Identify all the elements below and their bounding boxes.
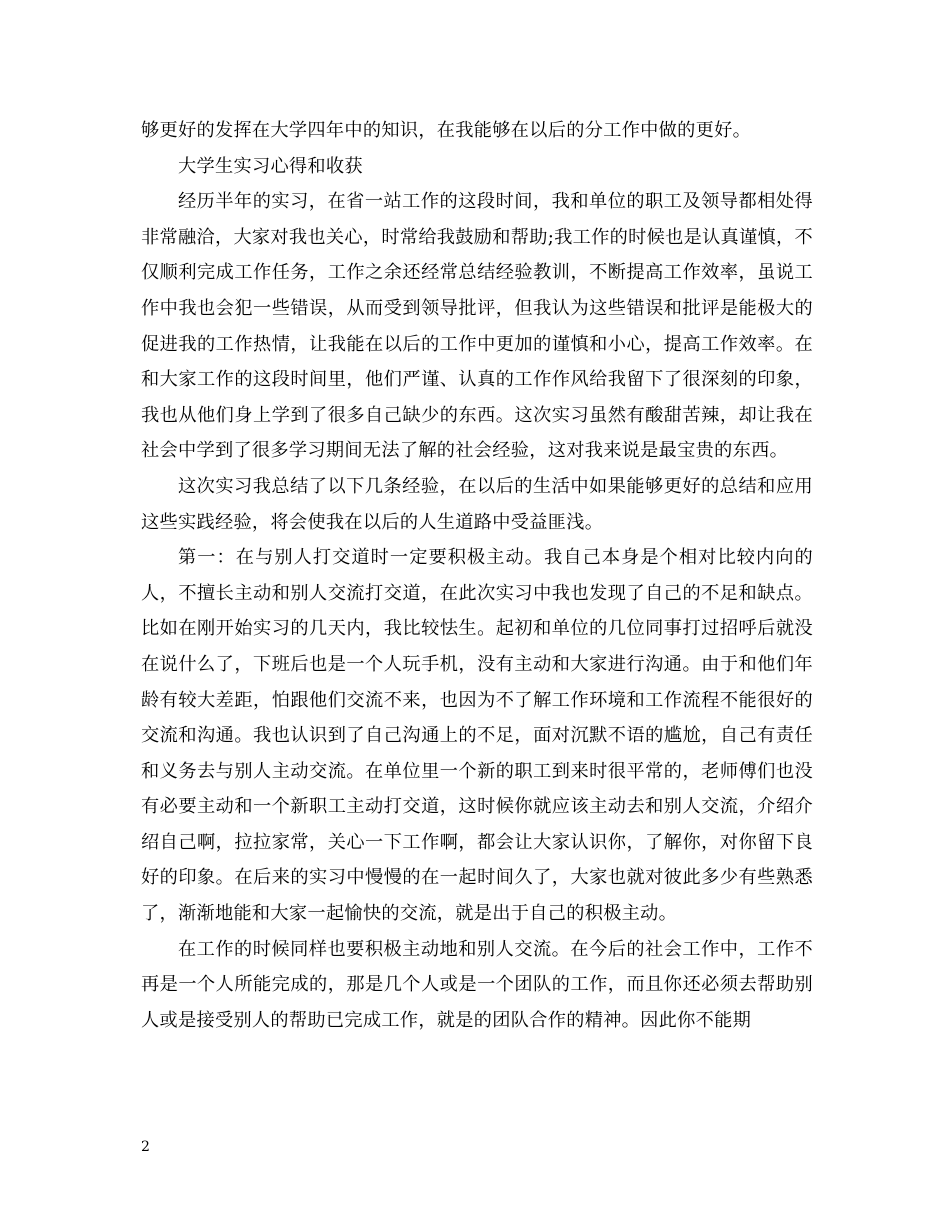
paragraph-continuation: 够更好的发挥在大学四年中的知识，在我能够在以后的分工作中做的更好。: [141, 120, 752, 141]
document-body: [141, 113, 813, 1038]
section-heading: 大学生实习心得和收获: [178, 155, 363, 177]
paragraph-internship-experience: 经历半年的实习，在省一站工作的这段时间，我和单位的职工及领导都相处得非常融洽，大家对我也关心，时常给我鼓励和帮助;我工作的时候也是认真谨慎，不仅顺利完成工作任务，工作之余还经常总结经验教训，不断提高工作效率，虽说工作中我也会犯一些错误，从而受到领导批评，但我认为这些错误和批评是能极大的促进我的工作热情，让我能在以后的工作中更加的谨慎和小心，提高工作效率。在和大家工作的这段时间里，他们严谨、认真的工作作风给我留下了很深刻的印象，我也从他们身上学到了很多自己缺少的东西。这次实习虽然有酸甜苦辣，却让我在社会中学到了很多学习期间无法了解的社会经验，这对我来说是最宝贵的东西。: [141, 191, 813, 462]
paragraph-teamwork: 在工作的时候同样也要积极主动地和别人交流。在今后的社会工作中，工作不再是一个人所能完成的，那是几个人或是一个团队的工作，而且你还必须去帮助别人或是接受别人的帮助已完成工作，就是的团队合作的精神。因此你不能期: [141, 938, 813, 1031]
paragraph-point-one: 第一：在与别人打交道时一定要积极主动。我自己本身是个相对比较内向的人，不擅长主动和别人交流打交道，在此次实习中我也发现了自己的不足和缺点。比如在刚开始实习的几天内，我比较怯生。起初和单位的几位同事打过招呼后就没在说什么了，下班后也是一个人玩手机，没有主动和大家进行沟通。由于和他们年龄有较大差距，怕跟他们交流不来，也因为不了解工作环境和工作流程不能很好的交流和沟通。我也认识到了自己沟通上的不足，面对沉默不语的尴尬，自己有责任和义务去与别人主动交流。在单位里一个新的职工到来时很平常的，老师傅们也没有必要主动和一个新职工主动打交道，这时候你就应该主动去和别人交流，介绍介绍自己啊，拉拉家常，关心一下工作啊，都会让大家认识你，了解你，对你留下良好的印象。在后来的实习中慢慢的在一起时间久了，大家也就对彼此多少有些熟悉了，渐渐地能和大家一起愉快的交流，就是出于自己的积极主动。: [141, 547, 813, 925]
page-number: 2: [141, 1139, 150, 1155]
paragraph-lessons-summary: 这次实习我总结了以下几条经验，在以后的生活中如果能够更好的总结和应用这些实践经验，将会使我在以后的人生道路中受益匪浅。: [141, 475, 813, 533]
